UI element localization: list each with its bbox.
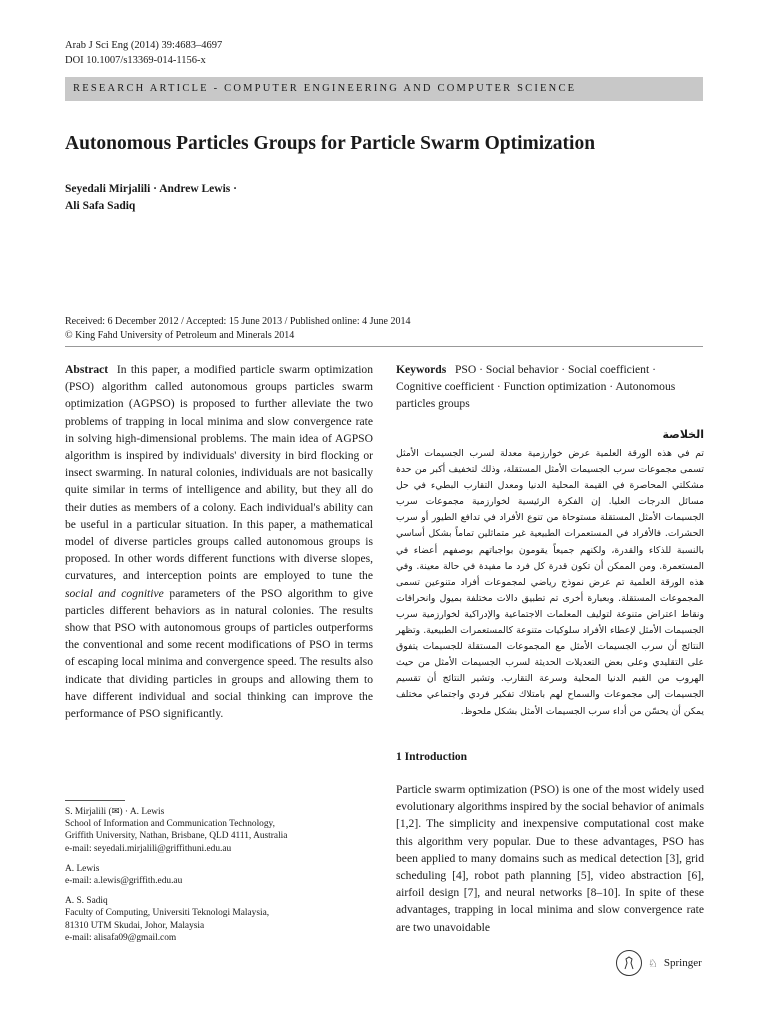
- paper-title: Autonomous Particles Groups for Particle Swarm Optimization: [65, 133, 596, 154]
- publication-dates: [65, 315, 410, 343]
- affiliation-block-3: [65, 895, 365, 944]
- arabic-abstract-heading: الخلاصة: [662, 428, 704, 441]
- affiliation-line: S. Mirjalili (✉) · A. Lewis: [65, 807, 165, 817]
- affiliation-email: e-mail: a.lewis@griffith.edu.au: [65, 876, 183, 887]
- springer-horse-glyph-icon: ♘: [648, 957, 658, 970]
- keywords-label: Keywords: [396, 363, 447, 376]
- abstract-text-b: parameters of the PSO algorithm to give particles different behaviors as in natural colonies. The results show that PSO with autonomous groups of particles outperforms the conventional and some recent modifications of PSO in terms of escaping local minima and convergence speed. The results also indicate that dividing particles in groups and allowing them to have different individual and social thinking can improve the performance of PSO significantly.: [65, 586, 373, 721]
- affiliation-email: e-mail: seyedali.mirjalili@griffithuni.edu.au: [65, 843, 232, 854]
- affiliation-line: Faculty of Computing, Universiti Teknologi Malaysia,: [65, 908, 270, 919]
- affiliation-block-1: [65, 806, 365, 855]
- footnote-divider: [65, 800, 125, 801]
- keywords-text: PSO · Social behavior · Social coefficient · Cognitive coefficient · Function optimization · Autonomous particles groups: [396, 363, 676, 411]
- keywords: [396, 361, 704, 413]
- author-affiliations: [65, 806, 365, 952]
- header-divider: [65, 346, 703, 347]
- author-list: [65, 181, 237, 215]
- affiliation-block-2: [65, 863, 365, 887]
- journal-meta: [65, 38, 222, 68]
- publisher-logo: [616, 950, 702, 976]
- abstract-label: Abstract: [65, 363, 109, 376]
- publisher-name: Springer: [663, 957, 702, 969]
- springer-circle-icon: [616, 950, 642, 976]
- abstract-emphasis: social and cognitive: [65, 586, 164, 600]
- arabic-abstract: تم في هذه الورقة العلمية عرض خوارزمية معدلة لسرب الجسيمات الأمثل تسمى مجموعات سرب الجسيمات الأمثل المستقلة، وذلك لتخفيف أكبر من حدة مشكلتي المحاصرة في القيمة المحلية الدنيا ومعدل التقارب البطيء في حل مسائل الدرجات العليا. إن الفكرة الرئيسية لخوارزمية مجموعات سرب الجسيمات الأمثل المستقلة مستوحاة من تنوع الأفراد في تدافع الطيور أو سرب الحشرات. فالأفراد في المستعمرات الطبيعية غير متماثلين تماماً بشكل أساسي بالنسبة للذكاء والقدرة، ولكنهم جميعاً يقومون بواجباتهم بوصفهم أعضاء في المستعمرة. ومن الممكن أن تكون قدرة كل فرد ما مفيدة في حالة معينة. وفي هذه الورقة العلمية تم عرض نموذج رياضي لمجموعات أفراد متنوعين تسمى المجموعات المستقلة. وبعبارة أخرى تم تطبيق دالات مختلفة بميول وانحرافات ونقاط اعتراض متنوعة لتوليف المعلمات الاجتماعية والإدراكية لخوارزمية سرب الجسيمات الأمثل لإعطاء الأفراد سلوكيات متنوعة كالمستعمرات الطبيعية. وتظهر النتائج أن سرب الجسيمات الأمثل مع المجموعات المستقلة للجسيمات يتفوق على التقليدي وعلى بعض التعديلات الحديثة لسرب الجسيمات الأمثل من حيث الهروب من القيم الدنيا المحلية وسرعة التقارب. وتشير النتائج أن تقسيم الجسيمات إلى مجموعات والسماح لهم بامتلاك تفكير فردي واجتماعي مختلف يمكن أن يحسّن من أداء سرب الجسيمات الأمثل بشكل ملحوظ.: [396, 448, 704, 717]
- affiliation-line: School of Information and Communication Technology,: [65, 819, 275, 830]
- affiliation-line: A. S. Sadiq: [65, 896, 108, 907]
- abstract: [65, 361, 373, 722]
- affiliation-line: Griffith University, Nathan, Brisbane, QLD 4111, Australia: [65, 831, 288, 842]
- introduction-text: Particle swarm optimization (PSO) is one of the most widely used evolutionary algorithms inspired by the social behavior of animals [1,2]. The simplicity and inexpensive computational cost make this algorithm very popular. Due to these advantages, PSO has been applied to many domains such as medical detection [3], grid scheduling [4], robot path planning [5], video abstraction [6], airfoil design [7], and neural networks [8–10]. In spite of these advantages, trapping in local minima and slow convergence rate are two unavoidable: [396, 783, 704, 934]
- affiliation-email: e-mail: alisafa09@gmail.com: [65, 932, 177, 943]
- affiliation-line: A. Lewis: [65, 863, 100, 874]
- received-line: Received: 6 December 2012 / Accepted: 15 June 2013 / Published online: 4 June 2014: [65, 316, 411, 327]
- authors-line-2: Ali Safa Sadiq: [65, 200, 136, 212]
- springer-horse-icon: [622, 955, 636, 971]
- section-heading-introduction: 1 Introduction: [396, 751, 468, 763]
- authors-line-1: Seyedali Mirjalili · Andrew Lewis ·: [65, 183, 237, 195]
- copyright-line: © King Fahd University of Petroleum and Minerals 2014: [65, 330, 295, 341]
- journal-citation: Arab J Sci Eng (2014) 39:4683–4697: [65, 40, 223, 51]
- abstract-text-a: In this paper, a modified particle swarm optimization (PSO) algorithm called autonomous groups particles swarm optimization (AGPSO) is proposed to further alleviate the two problems of trapping in local minima and slow convergence rate in solving high-dimensional problems. The main idea of AGPSO algorithm is inspired by individuals' diversity in bird flocking or insect swarming. In natural colonies, individuals are not basically quite similar in terms of intelligence and ability, but they all do their duties as members of a colony. Each individual's ability can be useful in a particular situation. In this paper, a mathematical model of diverse particles groups called autonomous groups is proposed. In other words different functions with diverse slopes, curvatures, and interception points are employed to tune the: [65, 363, 374, 583]
- affiliation-line: 81310 UTM Skudai, Johor, Malaysia: [65, 920, 205, 931]
- doi: DOI 10.1007/s13369-014-1156-x: [65, 55, 206, 66]
- article-type-banner: RESEARCH ARTICLE - COMPUTER ENGINEERING AND COMPUTER SCIENCE: [65, 77, 703, 101]
